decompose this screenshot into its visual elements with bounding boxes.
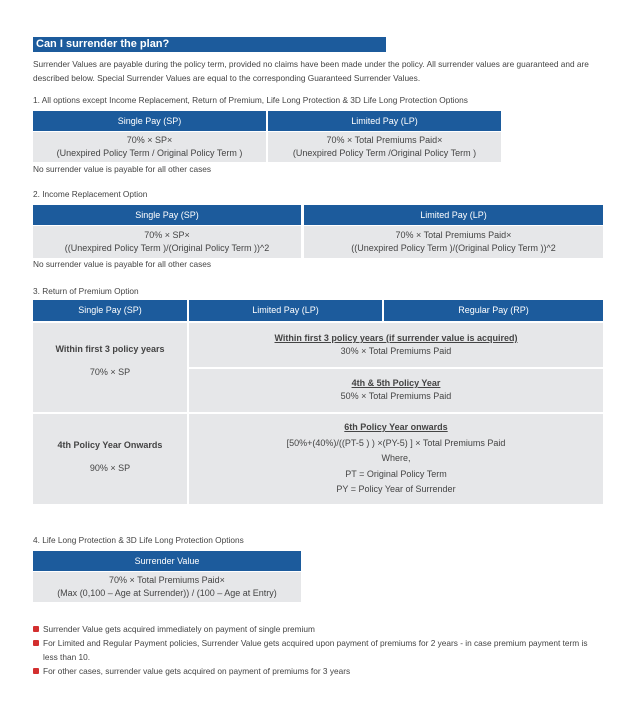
- s3-row1-sp-value: 70% × SP: [89, 367, 131, 377]
- s4-line1: 70% × Total Premiums Paid×: [109, 575, 225, 585]
- s3-row1-sp: [33, 323, 187, 412]
- s2-header-sp: Single Pay (SP): [33, 205, 301, 225]
- section-header: Can I surrender the plan?: [33, 37, 386, 52]
- s2-cell-sp: [33, 226, 301, 258]
- s3-row1b-cell: [189, 369, 603, 412]
- s3-row2-cell: [189, 414, 603, 504]
- bullet-list: [33, 622, 603, 678]
- s2-header-lp: Limited Pay (LP): [304, 205, 603, 225]
- s4-cell: [33, 572, 301, 602]
- s2-lp-line2: ((Unexpired Policy Term )/(Original Policy Term ))^2: [351, 243, 556, 253]
- s3-header-rp: Regular Pay (RP): [384, 300, 603, 321]
- s4-header: Surrender Value: [33, 551, 301, 571]
- s3-row2-label: 4th Policy Year Onwards: [57, 440, 163, 450]
- intro-text: Surrender Values are payable during the policy term, provided no claims have been made under the policy. All surrender values are guaranteed and are described below. Special Surrender Values are equal to the corresponding Guaranteed Surrender Values.: [33, 59, 589, 83]
- s1-sp-line1: 70% × SP×: [126, 135, 173, 145]
- section1-title: 1. All options except Income Replacement, Return of Premium, Life Long Protection & 3D Life Long Protection Options: [33, 95, 468, 105]
- s3-row2-formula: [50%+(40%)/((PT-5 ) ) ×(PY-5) ] × Total Premiums Paid: [286, 437, 506, 448]
- s2-lp-line1: 70% × Total Premiums Paid×: [395, 230, 512, 240]
- bullet-icon: [33, 626, 39, 632]
- bullet-text: For other cases, surrender value gets acquired on payment of premiums for 3 years: [43, 666, 351, 676]
- bullet-icon: [33, 640, 39, 646]
- s2-sp-line1: 70% × SP×: [144, 230, 190, 240]
- s3-row1a-cell: [189, 323, 603, 367]
- s3-row2-sp-value: 90% × SP: [89, 463, 131, 473]
- bullet-item: [33, 622, 603, 636]
- s2-note: No surrender value is payable for all other cases: [33, 259, 212, 269]
- bullet-icon: [33, 668, 39, 674]
- s2-sp-line2: ((Unexpired Policy Term )/(Original Policy Term ))^2: [64, 243, 270, 253]
- s3-header-sp: Single Pay (SP): [33, 300, 187, 321]
- s3-row1b-title: 4th & 5th Policy Year: [351, 378, 441, 388]
- bullet-text: For Limited and Regular Payment policies, Surrender Value gets acquired upon payment of premiums for 2 years - in case premium payment term is less than 10.: [43, 638, 588, 662]
- section3-title: 3. Return of Premium Option: [33, 286, 139, 296]
- s3-row1b-value: 50% × Total Premiums Paid: [340, 391, 452, 401]
- s3-header-lp: Limited Pay (LP): [189, 300, 382, 321]
- s1-cell-sp: [33, 132, 266, 162]
- s3-row2-where: Where,: [381, 453, 411, 463]
- s3-row1-label: Within first 3 policy years: [55, 344, 165, 354]
- s3-row2-title: 6th Policy Year onwards: [344, 422, 448, 432]
- bullet-item: [33, 636, 603, 664]
- s1-lp-line1: 70% × Total Premiums Paid×: [326, 135, 443, 145]
- s1-header-sp: Single Pay (SP): [33, 111, 266, 131]
- s3-row2-py: PY = Policy Year of Surrender: [336, 484, 456, 494]
- s3-row1a-value: 30% × Total Premiums Paid: [340, 346, 452, 356]
- section4-title: 4. Life Long Protection & 3D Life Long Protection Options: [33, 535, 244, 545]
- s3-row2-pt: PT = Original Policy Term: [345, 468, 447, 479]
- s1-note: No surrender value is payable for all other cases: [33, 164, 212, 174]
- s2-cell-lp: [304, 226, 603, 258]
- s1-sp-line2: (Unexpired Policy Term / Original Policy Term ): [56, 148, 243, 158]
- s1-header-lp: Limited Pay (LP): [268, 111, 501, 131]
- s3-row1a-title: Within first 3 policy years (if surrender value is acquired): [274, 333, 518, 343]
- s4-line2: (Max (0,100 – Age at Surrender)) / (100 – Age at Entry): [57, 588, 277, 598]
- section2-title: 2. Income Replacement Option: [33, 189, 148, 199]
- s1-lp-line2: (Unexpired Policy Term /Original Policy Term ): [292, 148, 477, 158]
- bullet-text: Surrender Value gets acquired immediately on payment of single premium: [43, 624, 315, 634]
- s1-cell-lp: [268, 132, 501, 162]
- bullet-item: [33, 664, 603, 678]
- s3-row2-sp: [33, 414, 187, 504]
